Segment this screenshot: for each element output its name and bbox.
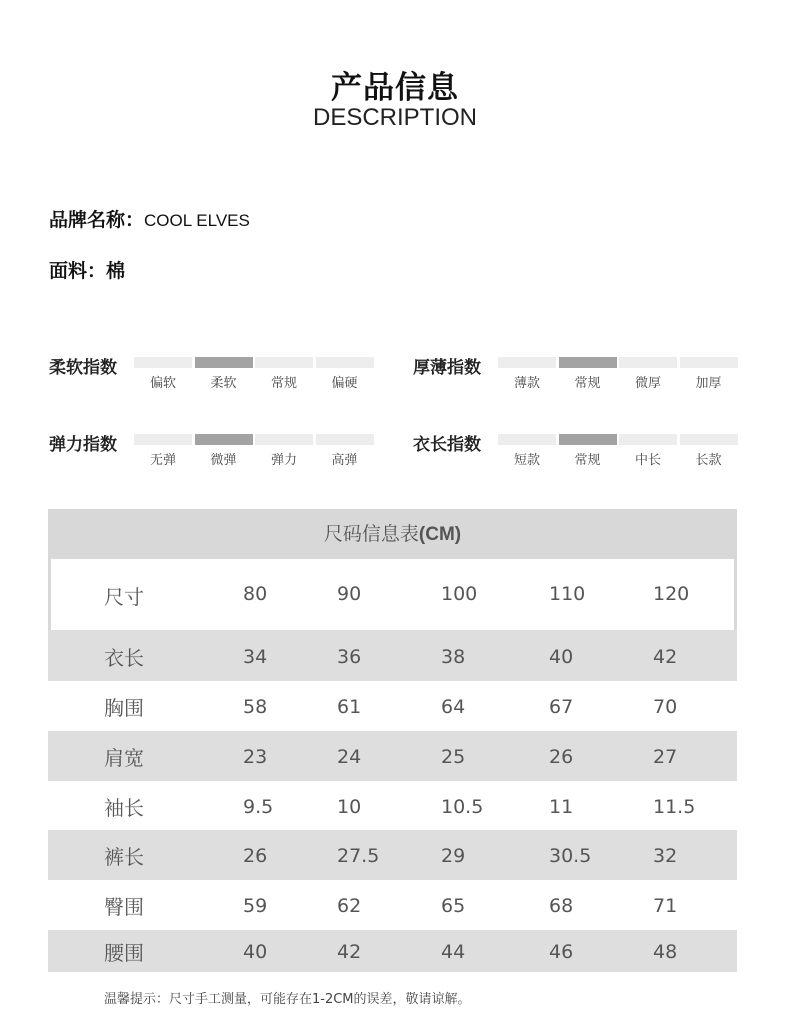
index-segment [619, 434, 677, 445]
table-cell: 48 [653, 941, 678, 963]
index-segment [680, 357, 738, 368]
table-cell: 11.5 [653, 796, 696, 818]
table-cell: 9.5 [243, 796, 274, 818]
index-segment [316, 434, 374, 445]
row-label: 裤长 [104, 845, 144, 869]
table-row [48, 630, 737, 681]
size-header-cell: 100 [441, 583, 478, 605]
brand-label: 品牌名称： [49, 209, 145, 231]
index-segment [619, 357, 677, 368]
table-cell: 62 [337, 895, 362, 917]
table-cell: 24 [337, 746, 362, 768]
fabric-value: 棉 [106, 260, 126, 282]
table-cell: 29 [441, 845, 466, 867]
index-option-label: 薄款 [513, 376, 540, 391]
index-option-label: 常规 [574, 453, 601, 468]
index-option-label: 常规 [574, 376, 601, 391]
index-segment [498, 357, 556, 368]
table-cell: 70 [653, 696, 678, 718]
table-cell: 30.5 [549, 845, 592, 867]
table-cell: 26 [243, 845, 268, 867]
brand-line [49, 205, 250, 232]
table-cell: 26 [549, 746, 574, 768]
size-header-cell: 120 [653, 583, 690, 605]
size-header-cell: 110 [549, 583, 586, 605]
table-cell: 10 [337, 796, 362, 818]
index-option-label: 短款 [513, 453, 540, 468]
table-row [48, 731, 737, 781]
row-label: 肩宽 [104, 746, 144, 770]
table-cell: 10.5 [441, 796, 484, 818]
table-row [48, 930, 737, 972]
page-title: 产品信息 [331, 70, 459, 106]
fabric-line [49, 256, 125, 283]
size-table-unit: (CM) [418, 524, 462, 545]
table-cell: 61 [337, 696, 362, 718]
table-row [48, 880, 737, 930]
measurement-note: 温馨提示：尺寸手工测量，可能存在1-2CM的误差，敬请谅解。 [104, 992, 471, 1007]
table-row [48, 681, 737, 731]
index-segment [255, 357, 313, 368]
index-segment-selected [559, 357, 617, 368]
index-label: 弹力指数 [49, 435, 117, 455]
index-option-label: 微厚 [634, 376, 661, 391]
brand-value: COOL ELVES [144, 211, 250, 230]
row-label: 臀围 [104, 895, 144, 919]
index-option-label: 无弹 [149, 453, 176, 468]
table-cell: 64 [441, 696, 466, 718]
index-option-label: 弹力 [270, 453, 297, 468]
table-cell: 40 [243, 941, 268, 963]
table-cell: 27 [653, 746, 678, 768]
index-option-label: 偏软 [149, 376, 176, 391]
table-cell: 42 [337, 941, 362, 963]
size-header-cell: 90 [337, 583, 362, 605]
size-header-label: 尺寸 [104, 585, 144, 609]
table-cell: 23 [243, 746, 268, 768]
table-cell: 65 [441, 895, 466, 917]
index-option-label: 加厚 [695, 376, 722, 391]
index-segment-selected [195, 434, 253, 445]
index-segment-selected [559, 434, 617, 445]
index-segment [134, 434, 192, 445]
row-label: 胸围 [104, 696, 144, 720]
table-cell: 38 [441, 646, 466, 668]
table-cell: 32 [653, 845, 678, 867]
index-option-label: 偏硬 [331, 376, 358, 391]
table-cell: 59 [243, 895, 268, 917]
table-cell: 58 [243, 696, 268, 718]
table-cell: 34 [243, 646, 268, 668]
table-cell: 40 [549, 646, 574, 668]
index-segment [316, 357, 374, 368]
table-cell: 36 [337, 646, 362, 668]
index-label: 厚薄指数 [413, 358, 481, 378]
index-option-label: 常规 [270, 376, 297, 391]
index-label: 柔软指数 [49, 358, 117, 378]
index-segment [255, 434, 313, 445]
table-cell: 27.5 [337, 845, 380, 867]
table-cell: 67 [549, 696, 574, 718]
index-label: 衣长指数 [413, 435, 481, 455]
size-header-row [48, 559, 737, 630]
index-segment [680, 434, 738, 445]
size-table-title [48, 509, 737, 559]
table-cell: 25 [441, 746, 466, 768]
table-row [48, 830, 737, 880]
row-label: 腰围 [104, 941, 144, 965]
table-cell: 46 [549, 941, 574, 963]
table-cell: 71 [653, 895, 678, 917]
table-cell: 68 [549, 895, 574, 917]
table-frame [48, 559, 51, 630]
index-segment [498, 434, 556, 445]
size-table [48, 509, 737, 972]
size-table-title-text: 尺码信息表 [323, 523, 419, 545]
index-option-label: 长款 [695, 453, 722, 468]
fabric-label: 面料： [49, 260, 107, 282]
row-label: 袖长 [104, 796, 144, 820]
page-subtitle: DESCRIPTION [312, 104, 477, 131]
index-option-label: 柔软 [210, 376, 237, 391]
index-option-label: 高弹 [331, 453, 358, 468]
size-header-cell: 80 [243, 583, 268, 605]
row-label: 衣长 [104, 646, 144, 670]
index-segment-selected [195, 357, 253, 368]
table-cell: 42 [653, 646, 678, 668]
index-option-label: 微弹 [210, 453, 237, 468]
index-segment [134, 357, 192, 368]
table-row [48, 781, 737, 830]
table-cell: 44 [441, 941, 466, 963]
table-cell: 11 [549, 796, 574, 818]
index-option-label: 中长 [634, 453, 661, 468]
table-frame [734, 559, 737, 630]
